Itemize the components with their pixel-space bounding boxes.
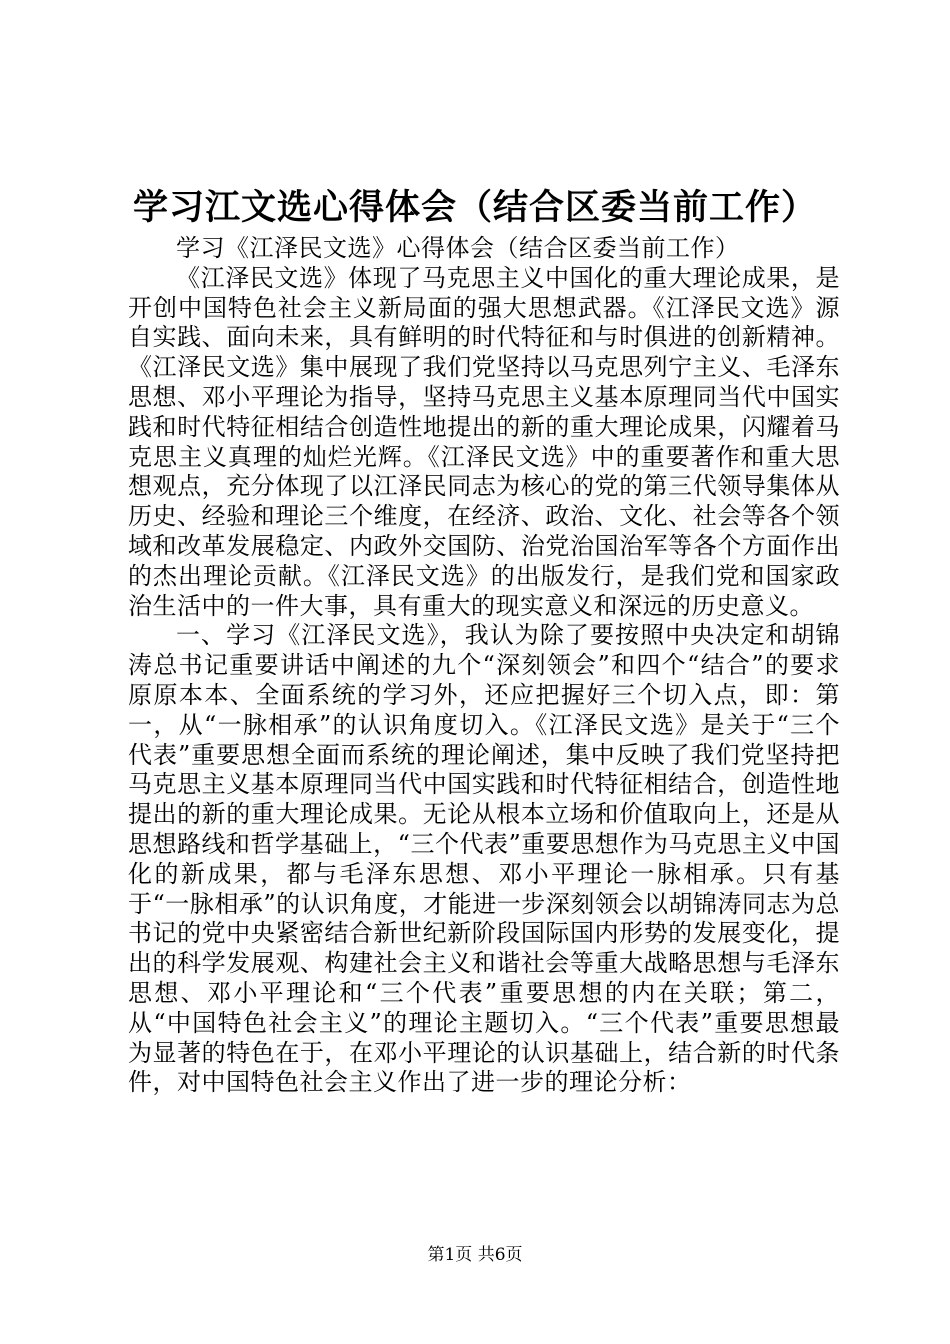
page-footer: 第1页 共6页 — [427, 1245, 523, 1265]
body-paragraph: 一、学习《江泽民文选》，我认为除了要按照中央决定和胡锦涛总书记重要讲话中阐述的九个“深刻领会”和四个“结合”的要求原原本本、全面系统的学习外，还应把握好三个切入点，即：第一，从“一脉相承”的认识角度切入。《江泽民文选》是关于“三个代表”重要思想全面而系统的理论阐述，集中反映了我们党坚持把马克思主义基本原理同当代中国实践和时代特征相结合，创造性地提出的新的重大理论成果。无论从根本立场和价值取向上，还是从思想路线和哲学基础上，“三个代表”重要思想作为马克思主义中国化的新成果，都与毛泽东思想、邓小平理论一脉相承。只有基于“一脉相承”的认识角度，才能进一步深刻领会以胡锦涛同志为总书记的党中央紧密结合新世纪新阶段国际国内形势的发展变化，提出的科学发展观、构建社会主义和谐社会等重大战略思想与毛泽东思想、邓小平理论和“三个代表”重要思想的内在关联；第二，从“中国特色社会主义”的理论主题切入。“三个代表”重要思想最为显著的特色在于，在邓小平理论的认识基础上，结合新的时代条件，对中国特色社会主义作出了进一步的理论分析： — [128, 621, 840, 1097]
document-body — [128, 234, 840, 1098]
document-title: 学习江文选心得体会（结合区委当前工作） — [132, 187, 817, 228]
document-subtitle: 学习《江泽民文选》心得体会（结合区委当前工作） — [176, 234, 740, 262]
body-paragraph: 《江泽民文选》体现了马克思主义中国化的重大理论成果，是开创中国特色社会主义新局面的强大思想武器。《江泽民文选》源自实践、面向未来，具有鲜明的时代特征和与时俱进的创新精神。《江泽民文选》集中展现了我们党坚持以马克思列宁主义、毛泽东思想、邓小平理论为指导，坚持马克思主义基本原理同当代中国实践和时代特征相结合创造性地提出的新的重大理论成果，闪耀着马克思主义真理的灿烂光辉。《江泽民文选》中的重要著作和重大思想观点，充分体现了以江泽民同志为核心的党的第三代领导集体从历史、经验和理论三个维度，在经济、政治、文化、社会等各个领域和改革发展稳定、内政外交国防、治党治国治军等各个方面作出的杰出理论贡献。《江泽民文选》的出版发行，是我们党和国家政治生活中的一件大事，具有重大的现实意义和深远的历史意义。 — [128, 263, 840, 620]
